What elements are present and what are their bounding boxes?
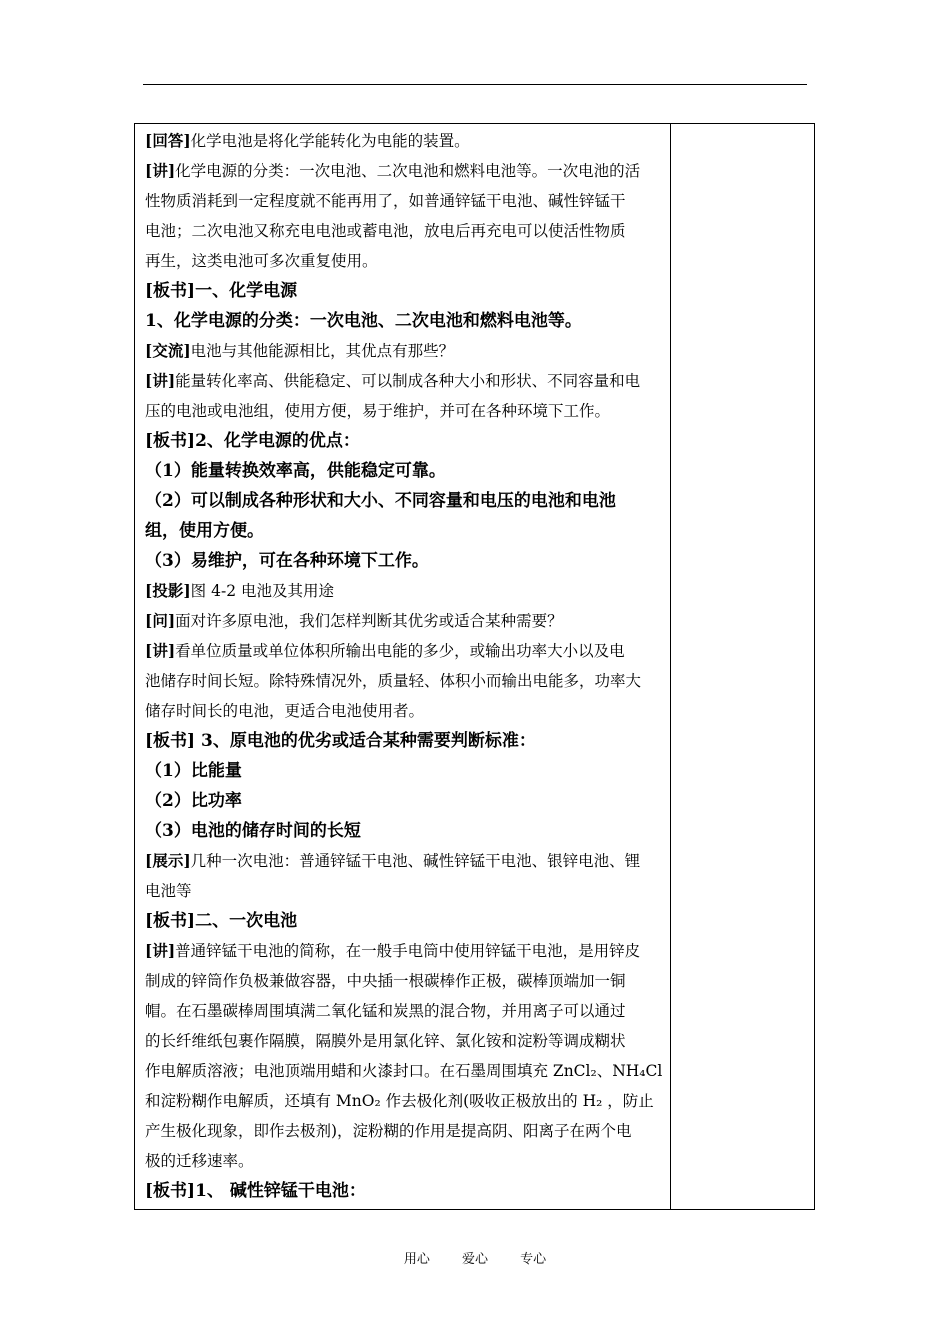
text-line xyxy=(145,876,665,906)
line-text: 几种一次电池：普通锌锰干电池、碱性锌锰干电池、银锌电池、锂 xyxy=(190,852,641,870)
line-text: 能量转化率高、供能稳定、可以制成各种大小和形状、不同容量和电 xyxy=(175,372,641,390)
line-text: 组，使用方便。 xyxy=(145,521,264,541)
text-line xyxy=(145,906,665,936)
line-text: 制成的锌筒作负极兼做容器，中央插一根碳棒作正极，碳棒顶端加一铜 xyxy=(145,972,626,990)
section-tag: [板书] xyxy=(145,431,196,451)
line-text: 普通锌锰干电池的简称，在一般手电筒中使用锌锰干电池，是用锌皮 xyxy=(175,942,641,960)
text-line xyxy=(145,216,665,246)
text-line xyxy=(145,1086,665,1116)
text-line xyxy=(145,666,665,696)
line-text: 二、一次电池 xyxy=(195,911,298,931)
text-line xyxy=(145,1056,665,1086)
line-text: 压的电池或电池组，使用方便，易于维护，并可在各种环境下工作。 xyxy=(145,402,611,420)
line-text: 电池等 xyxy=(145,882,192,900)
section-tag: [板书] xyxy=(145,281,196,301)
section-tag: [问] xyxy=(145,611,176,630)
text-line xyxy=(145,336,665,366)
line-text: 图 4-2 电池及其用途 xyxy=(190,582,334,600)
line-text: 再生，这类电池可多次重复使用。 xyxy=(145,252,378,270)
text-line xyxy=(145,126,665,156)
section-tag: [讲] xyxy=(145,641,176,660)
line-text: 产生极化现象，即作去极剂)，淀粉糊的作用是提高阴、阳离子在两个电 xyxy=(145,1122,632,1140)
section-tag: [讲] xyxy=(145,371,176,390)
page-footer xyxy=(0,1248,950,1267)
text-line xyxy=(145,1176,665,1206)
line-text: 的长纤维纸包裹作隔膜，隔膜外是用氯化锌、氯化铵和淀粉等调成糊状 xyxy=(145,1032,626,1050)
text-line xyxy=(145,966,665,996)
lesson-content-cell xyxy=(145,126,665,1206)
text-line xyxy=(145,456,665,486)
text-line xyxy=(145,756,665,786)
line-text: （1）能量转换效率高，供能稳定可靠。 xyxy=(145,461,446,481)
section-tag: [讲] xyxy=(145,161,176,180)
line-text: 1、 碱性锌锰干电池： xyxy=(195,1181,366,1201)
section-tag: [板书] xyxy=(145,1181,196,1201)
line-text: 电池与其他能源相比，其优点有那些？ xyxy=(190,342,455,360)
text-line xyxy=(145,306,665,336)
text-line xyxy=(145,636,665,666)
footer-word: 用心 xyxy=(403,1252,430,1267)
line-text: （1）比能量 xyxy=(145,761,242,781)
line-text: （2）比功率 xyxy=(145,791,242,811)
text-line xyxy=(145,606,665,636)
text-line xyxy=(145,246,665,276)
line-text: （2）可以制成各种形状和大小、不同容量和电压的电池和电池 xyxy=(145,491,616,511)
line-text: 化学电池是将化学能转化为电能的装置。 xyxy=(190,132,470,150)
text-line xyxy=(145,1116,665,1146)
text-line xyxy=(145,1026,665,1056)
line-text: 帽。在石墨碳棒周围填满二氧化锰和炭黑的混合物，并用离子可以通过 xyxy=(145,1002,626,1020)
text-line xyxy=(145,996,665,1026)
text-line xyxy=(145,726,665,756)
text-line xyxy=(145,186,665,216)
line-text: （3）电池的储存时间的长短 xyxy=(145,821,361,841)
footer-word: 专心 xyxy=(520,1252,547,1267)
line-text: 1、化学电源的分类：一次电池、二次电池和燃料电池等。 xyxy=(145,311,582,331)
line-text: 电池；二次电池又称充电电池或蓄电池，放电后再充电可以使活性物质 xyxy=(145,222,626,240)
section-tag: [交流] xyxy=(145,341,191,360)
lesson-table xyxy=(134,123,815,1210)
line-text: 3、原电池的优劣或适合某种需要判断标准： xyxy=(195,731,536,751)
section-tag: [讲] xyxy=(145,941,176,960)
line-text: 看单位质量或单位体积所输出电能的多少，或输出功率大小以及电 xyxy=(175,642,625,660)
text-line xyxy=(145,276,665,306)
footer-word: 爱心 xyxy=(461,1252,488,1267)
text-line xyxy=(145,936,665,966)
text-line xyxy=(145,786,665,816)
text-line xyxy=(145,366,665,396)
line-text: 面对许多原电池，我们怎样判断其优劣或适合某种需要？ xyxy=(175,612,563,630)
header-rule xyxy=(143,84,807,85)
text-line xyxy=(145,396,665,426)
text-line xyxy=(145,816,665,846)
line-text: 和淀粉糊作电解质，还填有 MnO₂ 作去极化剂(吸收正极放出的 H₂ ，防止 xyxy=(145,1092,654,1110)
section-tag: [投影] xyxy=(145,581,191,600)
line-text: 性物质消耗到一定程度就不能再用了，如普通锌锰干电池、碱性锌锰干 xyxy=(145,192,626,210)
text-line xyxy=(145,1146,665,1176)
section-tag: [板书] xyxy=(145,731,196,751)
section-tag: [展示] xyxy=(145,851,191,870)
column-divider xyxy=(670,124,671,1209)
line-text: 极的迁移速率。 xyxy=(145,1152,254,1170)
section-tag: [板书] xyxy=(145,911,196,931)
line-text: （3）易维护，可在各种环境下工作。 xyxy=(145,551,429,571)
line-text: 2、化学电源的优点： xyxy=(195,431,360,451)
line-text: 化学电源的分类：一次电池、二次电池和燃料电池等。一次电池的活 xyxy=(175,162,641,180)
text-line xyxy=(145,486,665,516)
line-text: 储存时间长的电池，更适合电池使用者。 xyxy=(145,702,425,720)
text-line xyxy=(145,516,665,546)
line-text: 池储存时间长短。除特殊情况外，质量轻、体积小而输出电能多，功率大 xyxy=(145,672,642,690)
line-text: 一、化学电源 xyxy=(195,281,298,301)
section-tag: [回答] xyxy=(145,131,191,150)
text-line xyxy=(145,576,665,606)
text-line xyxy=(145,156,665,186)
text-line xyxy=(145,696,665,726)
text-line xyxy=(145,546,665,576)
line-text: 作电解质溶液；电池顶端用蜡和火漆封口。在石墨周围填充 ZnCl₂、NH₄Cl xyxy=(145,1062,663,1080)
text-line xyxy=(145,426,665,456)
text-line xyxy=(145,846,665,876)
